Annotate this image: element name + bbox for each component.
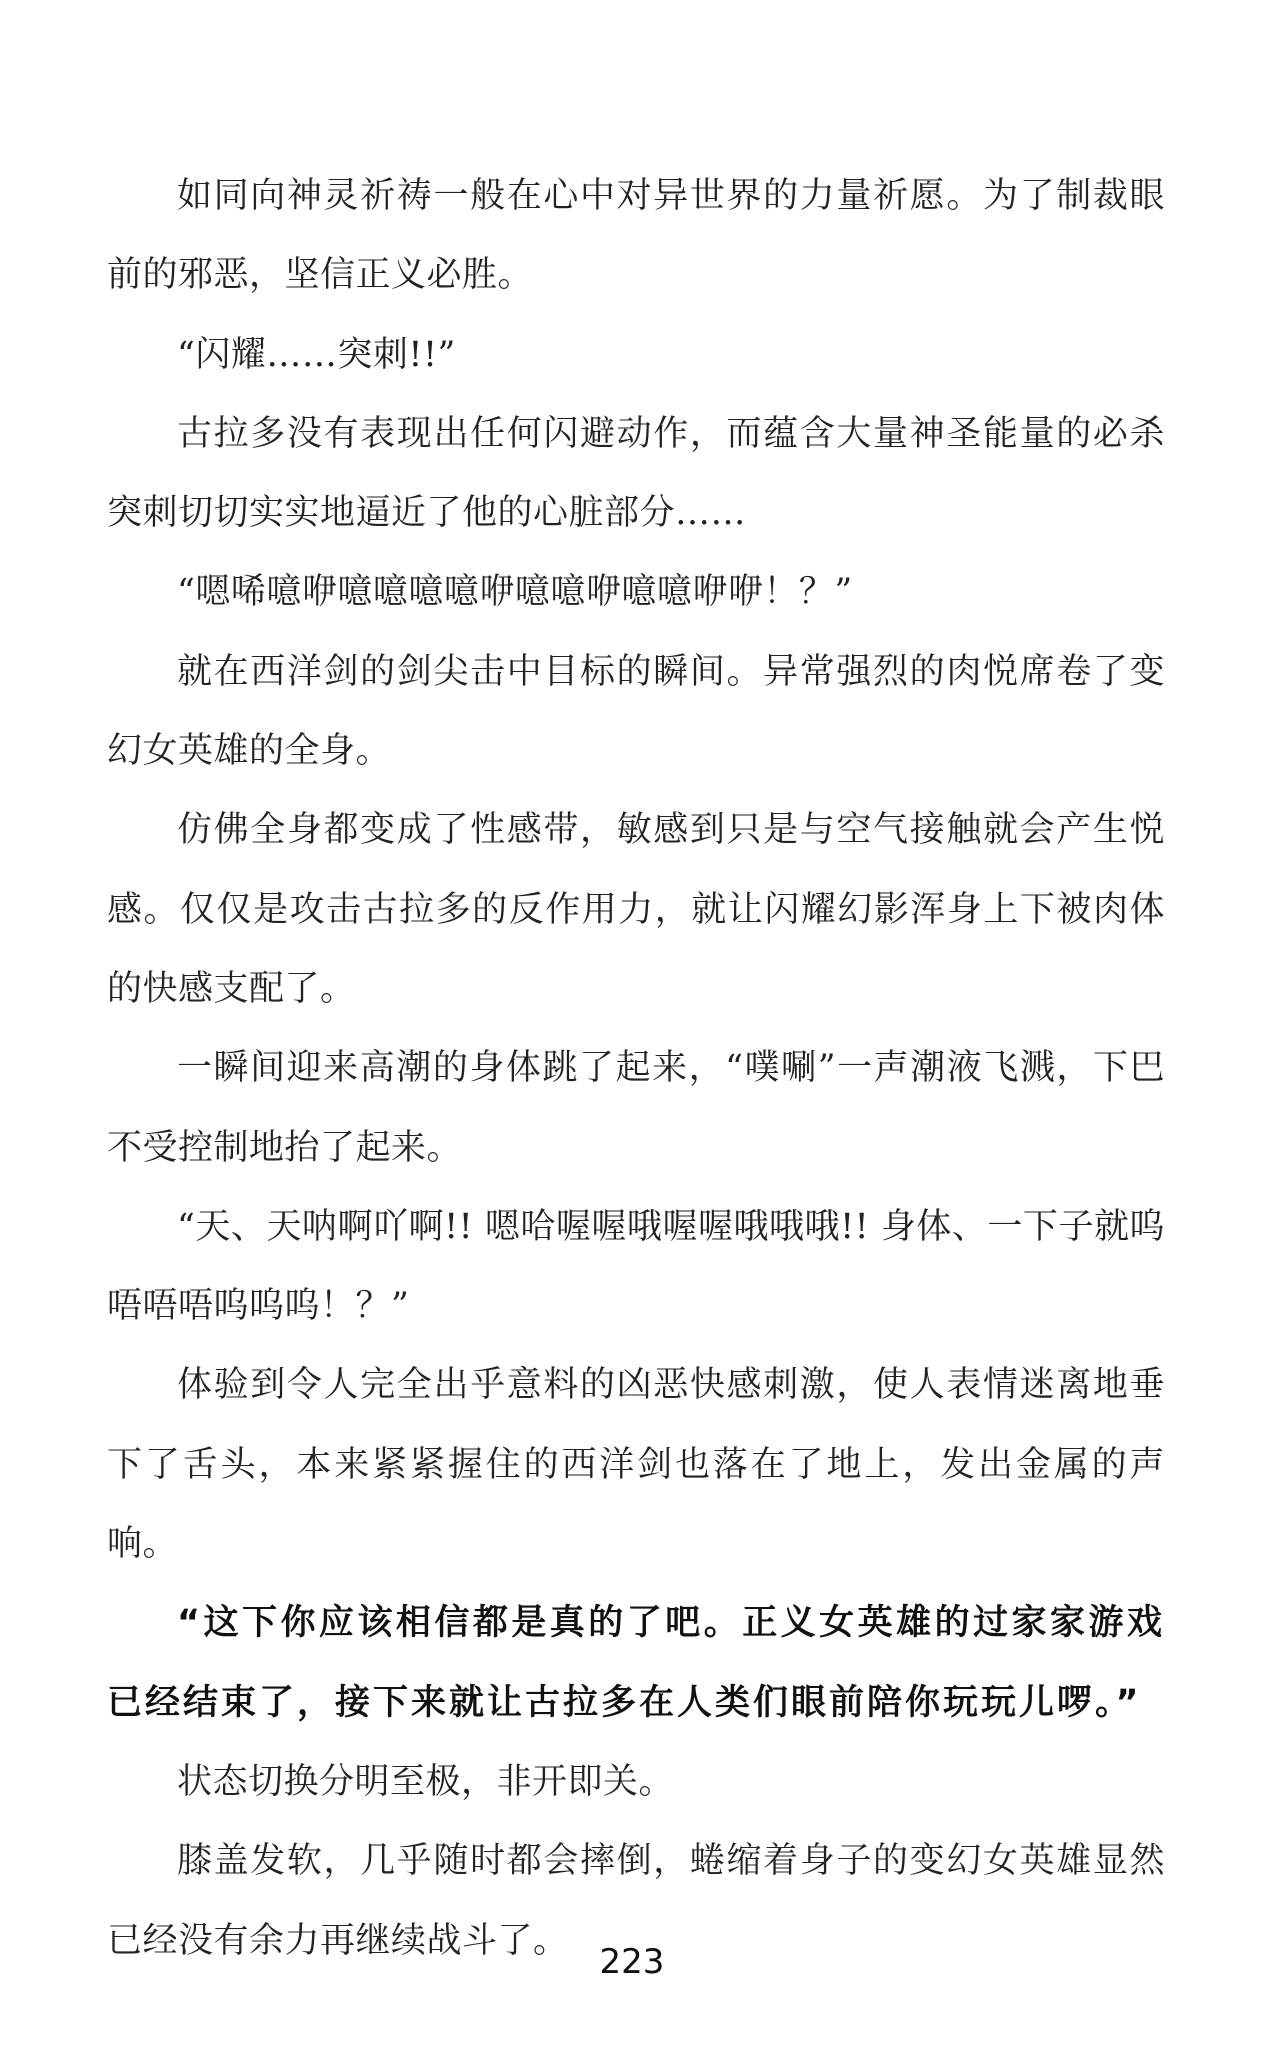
paragraph-7: 一瞬间迎来高潮的身体跳了起来，“噗唰”一声潮液飞溅，下巴不受控制地抬了起来。 (107, 1048, 1165, 1168)
paragraph-3: 古拉多没有表现出任何闪避动作，而蕴含大量神圣能量的必杀突刺切切实实地逼近了他的心脏部分…… (107, 413, 1165, 534)
paragraph-10: “这下你应该相信都是真的了吧。正义女英雄的过家家游戏已经结束了，接下来就让古拉多在人类们眼前陪你玩玩儿啰。” (107, 1603, 1165, 1723)
paragraph-4: “嗯唏噫咿噫噫噫噫咿噫噫咿噫噫咿咿！？” (177, 572, 853, 613)
paragraph-5: 就在西洋剑的剑尖击中目标的瞬间。异常强烈的肉悦席卷了变幻女英雄的全身。 (107, 651, 1165, 772)
paragraph-6: 仿佛全身都变成了性感带，敏感到只是与空气接触就会产生悦感。仅仅是攻击古拉多的反作用力，就让闪耀幻影浑身上下被肉体的快感支配了。 (107, 810, 1165, 1009)
paragraph-9: 体验到令人完全出乎意料的凶恶快感刺激，使人表情迷离地垂下了舌头，本来紧紧握住的西洋剑也落在了地上，发出金属的声响。 (107, 1365, 1165, 1565)
paragraph-1: 如同向神灵祈祷一般在心中对异世界的力量祈愿。为了制裁眼前的邪恶，坚信正义必胜。 (107, 176, 1165, 296)
paragraph-2: “闪耀……突刺!!” (177, 334, 456, 375)
paragraph-12: 膝盖发软，几乎随时都会摔倒，蜷缩着身子的变幻女英雄显然已经没有余力再继续战斗了。 (107, 1841, 1165, 1961)
paragraph-8: “天、天呐啊吖啊!! 嗯哈喔喔哦喔喔哦哦哦!! 身体、一下子就呜唔唔唔呜呜呜！？” (107, 1206, 1165, 1327)
page-number: 223 (599, 1942, 665, 1982)
body-text (107, 157, 1165, 1981)
paragraph-11: 状态切换分明至极，非开即关。 (177, 1761, 675, 1802)
